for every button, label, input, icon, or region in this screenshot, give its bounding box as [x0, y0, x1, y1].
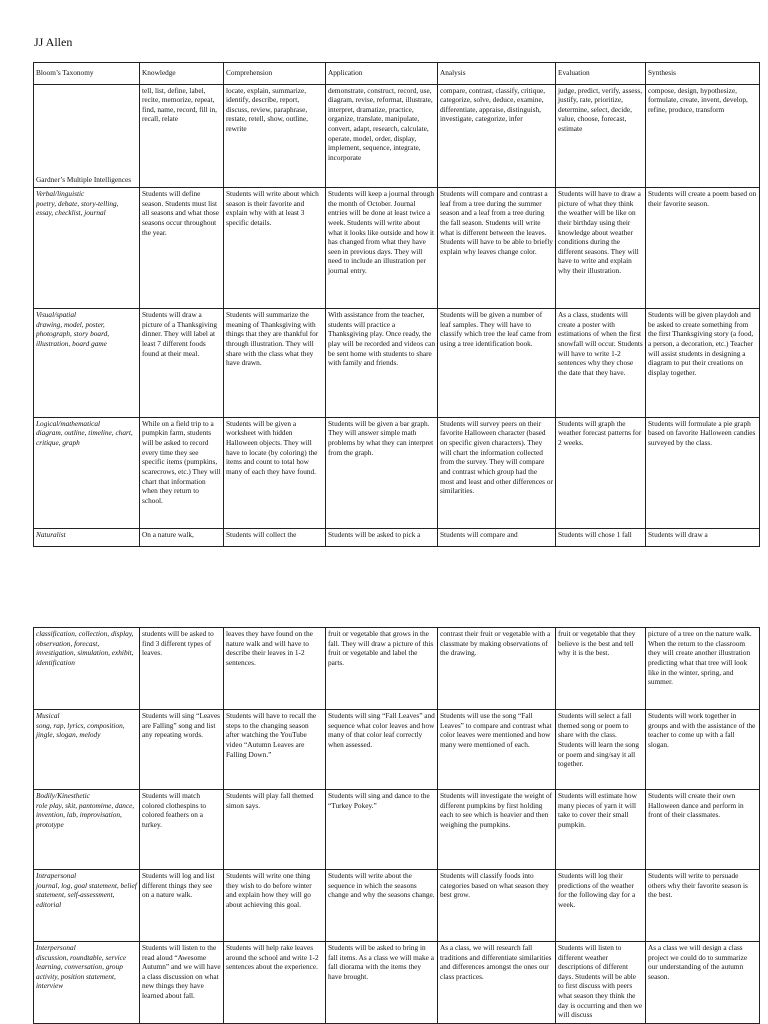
- activity-cell-analysis: Students will be given a number of leaf samples. They will have to classify which tree the leaf came from using a tree identification book.: [438, 309, 556, 418]
- activity-cell-application: Students will be asked to pick a: [326, 528, 438, 546]
- activity-cell-analysis: Students will investigate the weight of different pumpkins by first holding each to see which is heavier and then weighing the pumpkins.: [438, 790, 556, 870]
- activity-cell-knowledge: On a nature walk,: [140, 528, 224, 546]
- intelligence-row: [34, 710, 760, 790]
- intelligence-row: [34, 309, 760, 418]
- activity-cell-comprehension: Students will collect the: [224, 528, 326, 546]
- intelligence-row: [34, 941, 760, 1023]
- intelligence-name: Intrapersonal: [36, 871, 77, 881]
- activity-cell-evaluation: As a class, students will create a poster with estimations of when the first snowfall will occur. Students will have to write 1-2 sentences why they chose the date that they have.: [556, 309, 646, 418]
- intelligence-name: Interpersonal: [36, 942, 76, 952]
- activity-cell-evaluation: Students will estimate how many pieces of yarn it will take to cover their small pumpkin.: [556, 790, 646, 870]
- gardner-label: Gardner’s Multiple Intelligences: [36, 175, 132, 185]
- header-synthesis: Synthesis: [646, 63, 760, 85]
- header-application: Application: [326, 63, 438, 85]
- intelligence-cell: [34, 628, 140, 710]
- activity-cell-synthesis: picture of a tree on the nature walk. When the return to the classroom they will create another illustration predicting what that tree will look like in the winter, spring, and summer.: [646, 628, 760, 710]
- activity-cell-synthesis: Students will write to persuade others why their favorite season is the best.: [646, 870, 760, 942]
- header-row: [34, 63, 760, 85]
- intelligence-cell: [34, 417, 140, 528]
- header-bloom: Bloom’s Taxonomy: [34, 63, 140, 85]
- intelligence-name: Naturalist: [36, 529, 66, 539]
- intelligence-examples: song, rap, lyrics, composition, jingle, slogan, melody: [36, 720, 125, 740]
- activity-cell-application: Students will be asked to bring in fall items. As a class we will make a fall diorama with the items they have brought.: [326, 941, 438, 1023]
- activity-cell-evaluation: Students will select a fall themed song or poem to share with the class. Students will learn the song or poem and sing/say it all together.: [556, 710, 646, 790]
- activity-cell-comprehension: Students will have to recall the steps to the changing season after watching the YouTube video “Autumn Leaves are Falling Down.”: [224, 710, 326, 790]
- intelligence-cell: [34, 790, 140, 870]
- activity-cell-evaluation: Students will graph the weather forecast patterns for 2 weeks.: [556, 417, 646, 528]
- header-analysis: Analysis: [438, 63, 556, 85]
- verbs-row: [34, 84, 760, 188]
- activity-cell-evaluation: Students will listen to different weather descriptions of different days. Students will be able to first discuss with peers what season they think the day is occurring and then we will discuss: [556, 941, 646, 1023]
- intelligence-examples: poetry, debate, story-telling, essay, checklist, journal: [36, 198, 119, 218]
- activity-cell-analysis: Students will classify foods into categories based on what season they best grow.: [438, 870, 556, 942]
- header-evaluation: Evaluation: [556, 63, 646, 85]
- activity-cell-evaluation: Students will have to draw a picture of what they think the weather will be like on their birthday using their knowledge about weather conditions during the different seasons. They will have to write and explain why their illustration.: [556, 188, 646, 309]
- intelligence-cell: [34, 710, 140, 790]
- activity-cell-application: With assistance from the teacher, students will practice a Thanksgiving play. Once ready, the play will be recorded and videos can be sent home with students to share with family and friends.: [326, 309, 438, 418]
- activity-cell-evaluation: Students will chose 1 fall: [556, 528, 646, 546]
- header-knowledge: Knowledge: [140, 63, 224, 85]
- activity-cell-comprehension: Students will help rake leaves around the school and write 1-2 sentences about the experience.: [224, 941, 326, 1023]
- activity-cell-synthesis: Students will formulate a pie graph based on favorite Halloween candies surveyed by the class.: [646, 417, 760, 528]
- activity-cell-analysis: Students will survey peers on their favorite Halloween character (based on specific given characters). They will chart the information collected from the survey. They will compare and contrast which group had the most and least and other differences or similarities.: [438, 417, 556, 528]
- verbs-synthesis: compose, design, hypothesize, formulate, create, invent, develop, refine, produce, transform: [646, 84, 760, 188]
- activity-cell-analysis: Students will compare and: [438, 528, 556, 546]
- intelligence-examples: role play, skit, pantomime, dance, invention, lab, improvisation, prototype: [36, 800, 135, 829]
- activity-cell-comprehension: Students will be given a worksheet with hidden Halloween objects. They will have to locate (by coloring) the items and count to total how many of each they have found.: [224, 417, 326, 528]
- taxonomy-table-part-2: [33, 627, 760, 1024]
- activity-cell-synthesis: Students will create their own Halloween dance and perform in front of their classmates.: [646, 790, 760, 870]
- header-comprehension: Comprehension: [224, 63, 326, 85]
- intelligence-row: [34, 628, 760, 710]
- activity-cell-analysis: contrast their fruit or vegetable with a classmate by making observations of the drawing.: [438, 628, 556, 710]
- activity-cell-comprehension: Students will summarize the meaning of Thanksgiving with things that they are thankful for through illustration. They will share with the class what they have drawn.: [224, 309, 326, 418]
- intelligence-name: Bodily/Kinesthetic: [36, 791, 90, 801]
- intelligence-examples: journal, log, goal statement, belief statement, self-assessment, editorial: [36, 880, 137, 909]
- verbs-knowledge: tell, list, define, label, recite, memorize, repeat, find, name, record, fill in, recall, relate: [140, 84, 224, 188]
- activity-cell-comprehension: Students will write one thing they wish to do before winter and explain how they will go about achieving this goal.: [224, 870, 326, 942]
- activity-cell-knowledge: Students will sing “Leaves are Falling” song and list any repeating words.: [140, 710, 224, 790]
- verbs-application: demonstrate, construct, record, use, diagram, revise, reformat, illustrate, interpret, dramatize, practice, organize, translate, manipulate, convert, adapt, research, calculate, operate, model, order, display, implement, sequence, integrate, incorporate: [326, 84, 438, 188]
- activity-cell-application: Students will be given a bar graph. They will answer simple math problems by what they can interpret from the graph.: [326, 417, 438, 528]
- activity-cell-comprehension: Students will write about which season is their favorite and explain why with at least 3 specific details.: [224, 188, 326, 309]
- intelligence-cell: [34, 870, 140, 942]
- intelligence-row: [34, 188, 760, 309]
- intelligence-examples: diagram, outline, timeline, chart, critique, graph: [36, 428, 133, 448]
- activity-cell-application: fruit or vegetable that grows in the fall. They will draw a picture of this fruit or vegetable and label the parts.: [326, 628, 438, 710]
- activity-cell-knowledge: Students will match colored clothespins to colored feathers on a turkey.: [140, 790, 224, 870]
- activity-cell-knowledge: Students will draw a picture of a Thanksgiving dinner. They will label at least 7 different foods found at their meal.: [140, 309, 224, 418]
- activity-cell-synthesis: Students will draw a: [646, 528, 760, 546]
- activity-cell-synthesis: Students will be given playdoh and be asked to create something from the first Thanksgiving story (a food, a person, a decoration, etc.) Teacher will assist students in designing a diagram to put their creations on display together.: [646, 309, 760, 418]
- activity-cell-application: Students will sing and dance to the “Turkey Pokey.”: [326, 790, 438, 870]
- intelligence-row: [34, 870, 760, 942]
- activity-cell-synthesis: As a class we will design a class project we could do to summarize our understanding of the autumn season.: [646, 941, 760, 1023]
- verbs-comprehension: locate, explain, summarize, identify, describe, report, discuss, review, paraphrase, restate, retell, show, outline, rewrite: [224, 84, 326, 188]
- taxonomy-table-part-1: [33, 62, 760, 547]
- activity-cell-analysis: Students will compare and contrast a leaf from a tree during the summer season and a leaf from a tree during the fall season. Students will write what is different between the leaves. Students will have to be able to briefly explain why leaves change color.: [438, 188, 556, 309]
- activity-cell-application: Students will write about the sequence in which the seasons change and why the seasons change.: [326, 870, 438, 942]
- activity-cell-synthesis: Students will work together in groups and with the assistance of the teacher to come up with a fall slogan.: [646, 710, 760, 790]
- activity-cell-evaluation: Students will log their predictions of the weather for the following day for a week.: [556, 870, 646, 942]
- intelligence-cell: [34, 309, 140, 418]
- intelligence-examples: discussion, roundtable, service learning, conversation, group activity, position statement, interview: [36, 952, 127, 991]
- activity-cell-analysis: Students will use the song “Fall Leaves” to compare and contrast what color leaves were mentioned and how many were mentioned of each.: [438, 710, 556, 790]
- intelligence-name: Visual/spatial: [36, 310, 77, 320]
- activity-cell-knowledge: Students will define season. Students must list all seasons and what those seasons occur throughout the year.: [140, 188, 224, 309]
- verbs-evaluation: judge, predict, verify, assess, justify, rate, prioritize, determine, select, decide, value, choose, forecast, estimate: [556, 84, 646, 188]
- activity-cell-comprehension: Students will play fall themed simon says.: [224, 790, 326, 870]
- intelligence-cell: [34, 528, 140, 546]
- activity-cell-knowledge: Students will log and list different things they see on a nature walk.: [140, 870, 224, 942]
- intelligence-name: Logical/mathematical: [36, 418, 101, 428]
- intelligence-row: [34, 417, 760, 528]
- author-name: JJ Allen: [34, 35, 73, 49]
- intelligence-row: [34, 528, 760, 546]
- activity-cell-analysis: As a class, we will research fall traditions and differentiate similarities and differences amongst the ones our class practices.: [438, 941, 556, 1023]
- intelligence-name: Musical: [36, 711, 60, 721]
- activity-cell-knowledge: Students will listen to the read aloud “Awesome Autumn” and we will have a class discussion on what new things they have learned about fall.: [140, 941, 224, 1023]
- intelligence-examples: drawing, model, poster, photograph, story board, illustration, board game: [36, 319, 110, 348]
- activity-cell-synthesis: Students will create a poem based on their favorite season.: [646, 188, 760, 309]
- gardner-label-cell: [34, 84, 140, 188]
- intelligence-examples: classification, collection, display, observation, forecast, investigation, simulation, exhibit, identification: [36, 629, 134, 667]
- verbs-analysis: compare, contrast, classify, critique, categorize, solve, deduce, examine, differentiate, appraise, distinguish, investigate, categorize, infer: [438, 84, 556, 188]
- activity-cell-application: Students will sing “Fall Leaves” and sequence what color leaves and how many of that color leaf correctly when assessed.: [326, 710, 438, 790]
- intelligence-row: [34, 790, 760, 870]
- intelligence-name: Verbal/linguistic: [36, 189, 85, 199]
- activity-cell-knowledge: While on a field trip to a pumpkin farm, students will be asked to record every time they see specific items (pumpkins, scarecrows, etc.) They will chart that information when they return to school.: [140, 417, 224, 528]
- intelligence-cell: [34, 941, 140, 1023]
- activity-cell-application: Students will keep a journal through the month of October. Journal entries will be done at least twice a week. Students will write about what it looks like outside and how it has changed from what they have seen in previous days. They will need to include an illustration per journal entry.: [326, 188, 438, 309]
- intelligence-cell: [34, 188, 140, 309]
- activity-cell-evaluation: fruit or vegetable that they believe is the best and tell why it is the best.: [556, 628, 646, 710]
- activity-cell-knowledge: students will be asked to find 3 different types of leaves.: [140, 628, 224, 710]
- activity-cell-comprehension: leaves they have found on the nature walk and will have to describe their leaves in 1-2 sentences.: [224, 628, 326, 710]
